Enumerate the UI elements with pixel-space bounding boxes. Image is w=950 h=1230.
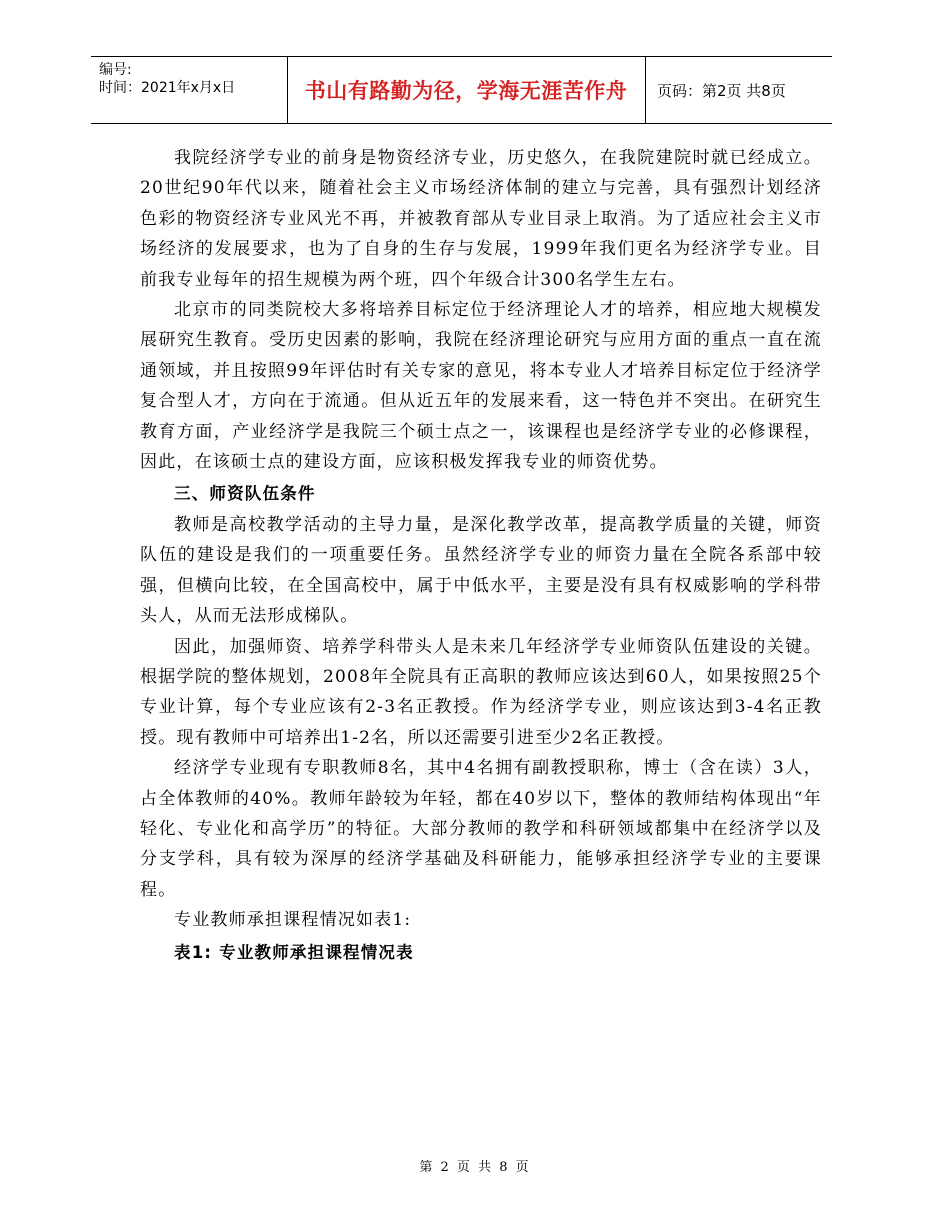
header-meta xyxy=(99,61,235,97)
paragraph: 专业教师承担课程情况如表1: xyxy=(174,910,412,931)
paragraph: 因此，加强师资、培养学科带头人是未来几年经济学专业师资队伍建设的关键。根据学院的整体规划，2008年全院具有正高职的教师应该达到60人，如果按照25个专业计算，每个专业应该有2-3名正教授。作为经济学专业，则应该达到3-4名正教授。现有教师中可培养出1-2名，所以还需要引进至少2名正教授。 xyxy=(140,636,822,748)
page-footer: 第 2 页 共 8 页 xyxy=(419,1160,531,1175)
header-motto: 书山有路勤为径，学海无涯苦作舟 xyxy=(304,79,628,103)
document-code-label: 编号: xyxy=(99,62,132,78)
header-page-info: 页码：第2页 共8页 xyxy=(657,81,786,100)
section-heading: 三、师资队伍条件 xyxy=(174,484,316,504)
document-date: 时间：2021年x月x日 xyxy=(99,80,236,96)
table-caption: 表1: 专业教师承担课程情况表 xyxy=(174,942,414,962)
paragraph: 教师是高校教学活动的主导力量，是深化教学改革，提高教学质量的关键，师资队伍的建设是我们的一项重要任务。虽然经济学专业的师资力量在全院各系部中较强，但横向比较，在全国高校中，属于中低水平，主要是没有具有权威影响的学科带头人，从而无法形成梯队。 xyxy=(140,514,822,627)
paragraph: 北京市的同类院校大多将培养目标定位于经济理论人才的培养，相应地大规模发展研究生教育。受历史因素的影响，我院在经济理论研究与应用方面的重点一直在流通领域，并且按照99年评估时有关专家的意见，将本专业人才培养目标定位于经济学复合型人才，方向在于流通。但从近五年的发展来看，这一特色并不突出。在研究生教育方面，产业经济学是我院三个硕士点之一，该课程也是经济学专业的必修课程，因此，在该硕士点的建设方面，应该积极发挥我专业的师资优势。 xyxy=(140,300,822,473)
paragraph: 经济学专业现有专职教师8名，其中4名拥有副教授职称，博士（含在读）3人，占全体教师的40%。教师年龄较为年轻，都在40岁以下，整体的教师结构体现出“年轻化、专业化和高学历”的特征。大部分教师的教学和科研领域都集中在经济学以及分支学科，具有较为深厚的经济学基础及科研能力，能够承担经济学专业的主要课程。 xyxy=(140,758,822,900)
paragraph: 我院经济学专业的前身是物资经济专业，历史悠久，在我院建院时就已经成立。20世纪90年代以来，随着社会主义市场经济体制的建立与完善，具有强烈计划经济色彩的物资经济专业风光不再，并被教育部从专业目录上取消。为了适应社会主义市场经济的发展要求，也为了自身的生存与发展，1999年我们更名为经济学专业。目前我专业每年的招生规模为两个班，四个年级合计300名学生左右。 xyxy=(140,148,822,290)
document-body xyxy=(140,143,822,968)
page-header xyxy=(91,56,832,124)
header-divider-right xyxy=(645,57,646,123)
